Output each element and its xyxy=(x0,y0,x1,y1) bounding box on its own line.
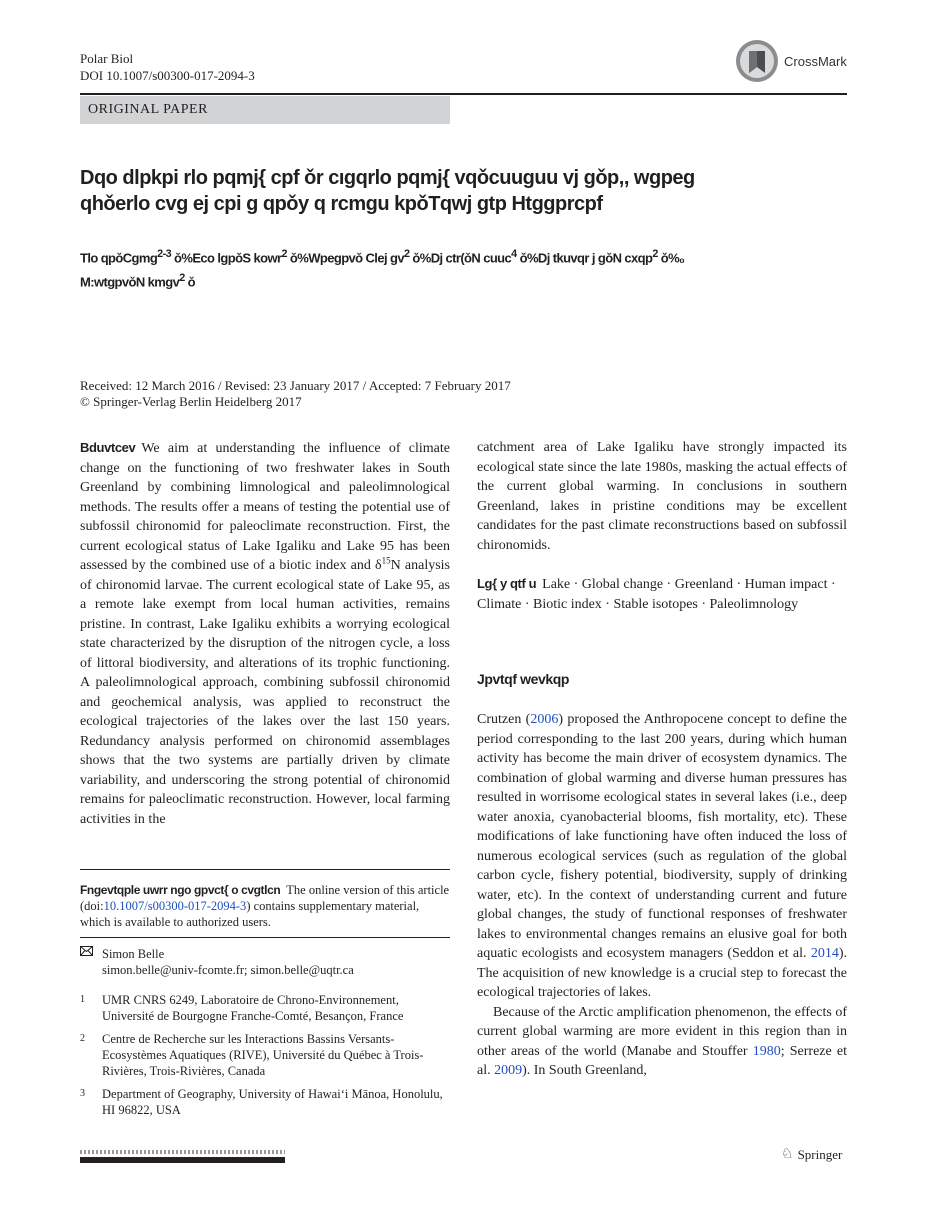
publication-dates xyxy=(80,378,511,410)
authors-line-2: M:wtgpvǒN kmgv$^2$ ǒ xyxy=(80,272,196,290)
citation-link[interactable]: 2014 xyxy=(810,946,839,961)
doi: DOI 10.1007/s00300-017-2094-3 xyxy=(80,68,255,83)
citation-link[interactable]: 1980 xyxy=(752,1043,781,1059)
paper-title xyxy=(80,165,847,217)
springer-horse-icon: ♘ xyxy=(781,1147,794,1162)
introduction-body xyxy=(477,710,847,1081)
affiliation-number: 3 xyxy=(80,1088,85,1099)
footnote-rule-2 xyxy=(80,937,450,938)
journal-header xyxy=(80,50,255,84)
publisher-name: Springer xyxy=(797,1146,843,1162)
affiliation-text: Centre de Recherche sur les Interactions Bassins Versants-Ecosystèmes Aquatiques (RIVE), Université du Québec à Trois-Rivières, Trois-Rivières, Canada xyxy=(102,1032,424,1078)
footer-bar xyxy=(80,1157,285,1163)
journal-name: Polar Biol xyxy=(80,51,134,66)
citation-link[interactable]: 2006 xyxy=(530,712,559,727)
keywords-text: Lake · Global change · Greenland · Human impact · Climate · Biotic index · Stable isotopes · Paleolimnology xyxy=(477,577,836,612)
springer-logo xyxy=(781,1146,842,1163)
title-line-2: qhǒerlo cvg ej cpi g qpǒy q rcmgu kpǒTqwj gtp Htggprcpf xyxy=(80,193,603,215)
affiliation xyxy=(80,1086,450,1118)
affiliation-number: 2 xyxy=(80,1033,85,1044)
author-list xyxy=(80,244,847,293)
corresponding-author: Simon Belle xyxy=(102,947,165,961)
crossmark-badge[interactable] xyxy=(735,36,860,86)
supplementary-note: Fngevtqple uwrr ngo gpvct{ o cvgtlcn The online version of this article (doi:10.1007/s00300-017-2094-3) contains supplementary material, which is available to authorized users. xyxy=(80,883,450,929)
header-rule xyxy=(80,93,847,95)
affiliation-number: 1 xyxy=(80,994,85,1005)
abstract-label: Bduvtcev xyxy=(80,440,136,455)
affiliation xyxy=(80,992,450,1024)
crossmark-label: CrossMark xyxy=(784,53,847,69)
title-line-1: Dqo dlpkpi rlo pqmj{ cpf ǒr cıgqrlo pqmj{ vqǒcuuguu vj gǒp,, wgpeg xyxy=(80,167,695,189)
abstract-continued: catchment area of Lake Igaliku have strongly impacted its ecological state since the late 1980s, masking the actual effects of the current global warming. In conclusions in southern Greenland, lakes in pristine conditions may be excellent candidates for the past climate reconstructions based on subfossil chironomids. xyxy=(477,440,847,553)
envelope-icon xyxy=(80,946,93,962)
footer-pattern xyxy=(80,1150,285,1154)
affiliation-text: UMR CNRS 6249, Laboratoire de Chrono-Environnement, Université de Bourgogne Franche-Comté, Besançon, France xyxy=(102,993,404,1023)
doi-link[interactable]: 10.1007/s00300-017-2094-3 xyxy=(103,899,247,913)
abstract xyxy=(80,438,450,829)
affiliation-text: Department of Geography, University of Hawai‘i Mānoa, Honolulu, HI 96822, USA xyxy=(102,1087,443,1117)
supplementary-label: Fngevtqple uwrr ngo gpvct{ o cvgtlcn xyxy=(80,883,281,897)
paper-type-banner: ORIGINAL PAPER xyxy=(80,96,450,124)
footnote-rule xyxy=(80,869,450,870)
paragraph: Crutzen (2006) proposed the Anthropocene concept to define the period corresponding to the last 200 years, during which human activity has become the main driver of ecosystem dynamics. The combination of global warming and diverse human pressures has resulted in worrisome ecological states in several lakes (i.e., deep water anoxia, cyanobacterial blooms, fish mortality, etc). These modifications of lake functioning have often induced the loss of numerous ecological services (such as regulation of the global carbon cycle, fishery potential, biodiversity, supply of drinking water, etc). In the context of understanding current and future global changes, the study of functional responses of freshwater lakes to environmental changes remains an elusive goal for both aquatic ecologists and ecosystem managers (Seddon et al. 2014). The acquisition of new knowledge is a crucial step to forecast the ecological trajectories of lakes. xyxy=(477,712,847,1000)
paragraph: Because of the Arctic amplification phenomenon, the effects of current global warming are more evident in this region than in other areas of the world (Manabe and Stouffer 1980; Serreze et al. 2009). In South Greenland, xyxy=(477,1004,847,1078)
section-heading-introduction: Jpvtqf wevkqp xyxy=(477,671,570,687)
affiliation xyxy=(80,1031,450,1079)
copyright: © Springer-Verlag Berlin Heidelberg 2017 xyxy=(80,394,302,409)
history-dates: Received: 12 March 2016 / Revised: 23 January 2017 / Accepted: 7 February 2017 xyxy=(80,378,511,393)
authors-line-1: Tlo qpǒCgmg$^{2-3}$ ǒ%Eco lgpǒS kowr$^2$ ǒ%Wpegpvǒ Clej $gv^2$ ǒ%Dj ctr(ǒN cuuc$^4$ ǒ%Dj tkuvqr j gǒN cxqp$^2$ ǒ%₀ xyxy=(80,248,685,266)
keywords-label: Lg{ y qtf u xyxy=(477,576,537,591)
correspondence xyxy=(80,946,450,978)
abstract-text: We aim at understanding the influence of climate change on the functioning of two freshwater lakes in South Greenland by combining limnological and paleolimnological methods. The results offer a means of testing the potential use of subfossil chironomid for paleoclimate reconstruction. First, the current ecological status of Lake Igaliku and Lake 95 has been assessed by the combined use of a biotic index and $\delta^{15}N$ analysis of chironomid larvae. The current ecological state of Lake 95, as a remote lake exempt from local human activities, remains pristine. In contrast, Lake Igaliku exhibits a worrying ecological state characterized by the disruption of the nitrogen cycle, a loss of littoral biodiversity, and alterations of its trophic functioning. A paleolimnological approach, combining subfossil chironomid and geochemical analysis, was applied to reconstruct the ecological trajectories of the lakes over the last 150 years. Redundancy analysis performed on chironomid assemblages shows that the two systems are partially driven by climate variability, and underscoring the strong potential of chironomid remains for paleoclimatic reconstruction. However, local farming activities in the xyxy=(80,441,450,827)
corresponding-email[interactable]: simon.belle@univ-fcomte.fr; simon.belle@uqtr.ca xyxy=(102,963,354,977)
citation-link[interactable]: 2009 xyxy=(494,1063,523,1078)
crossmark-icon xyxy=(735,39,779,83)
keywords xyxy=(477,574,847,614)
